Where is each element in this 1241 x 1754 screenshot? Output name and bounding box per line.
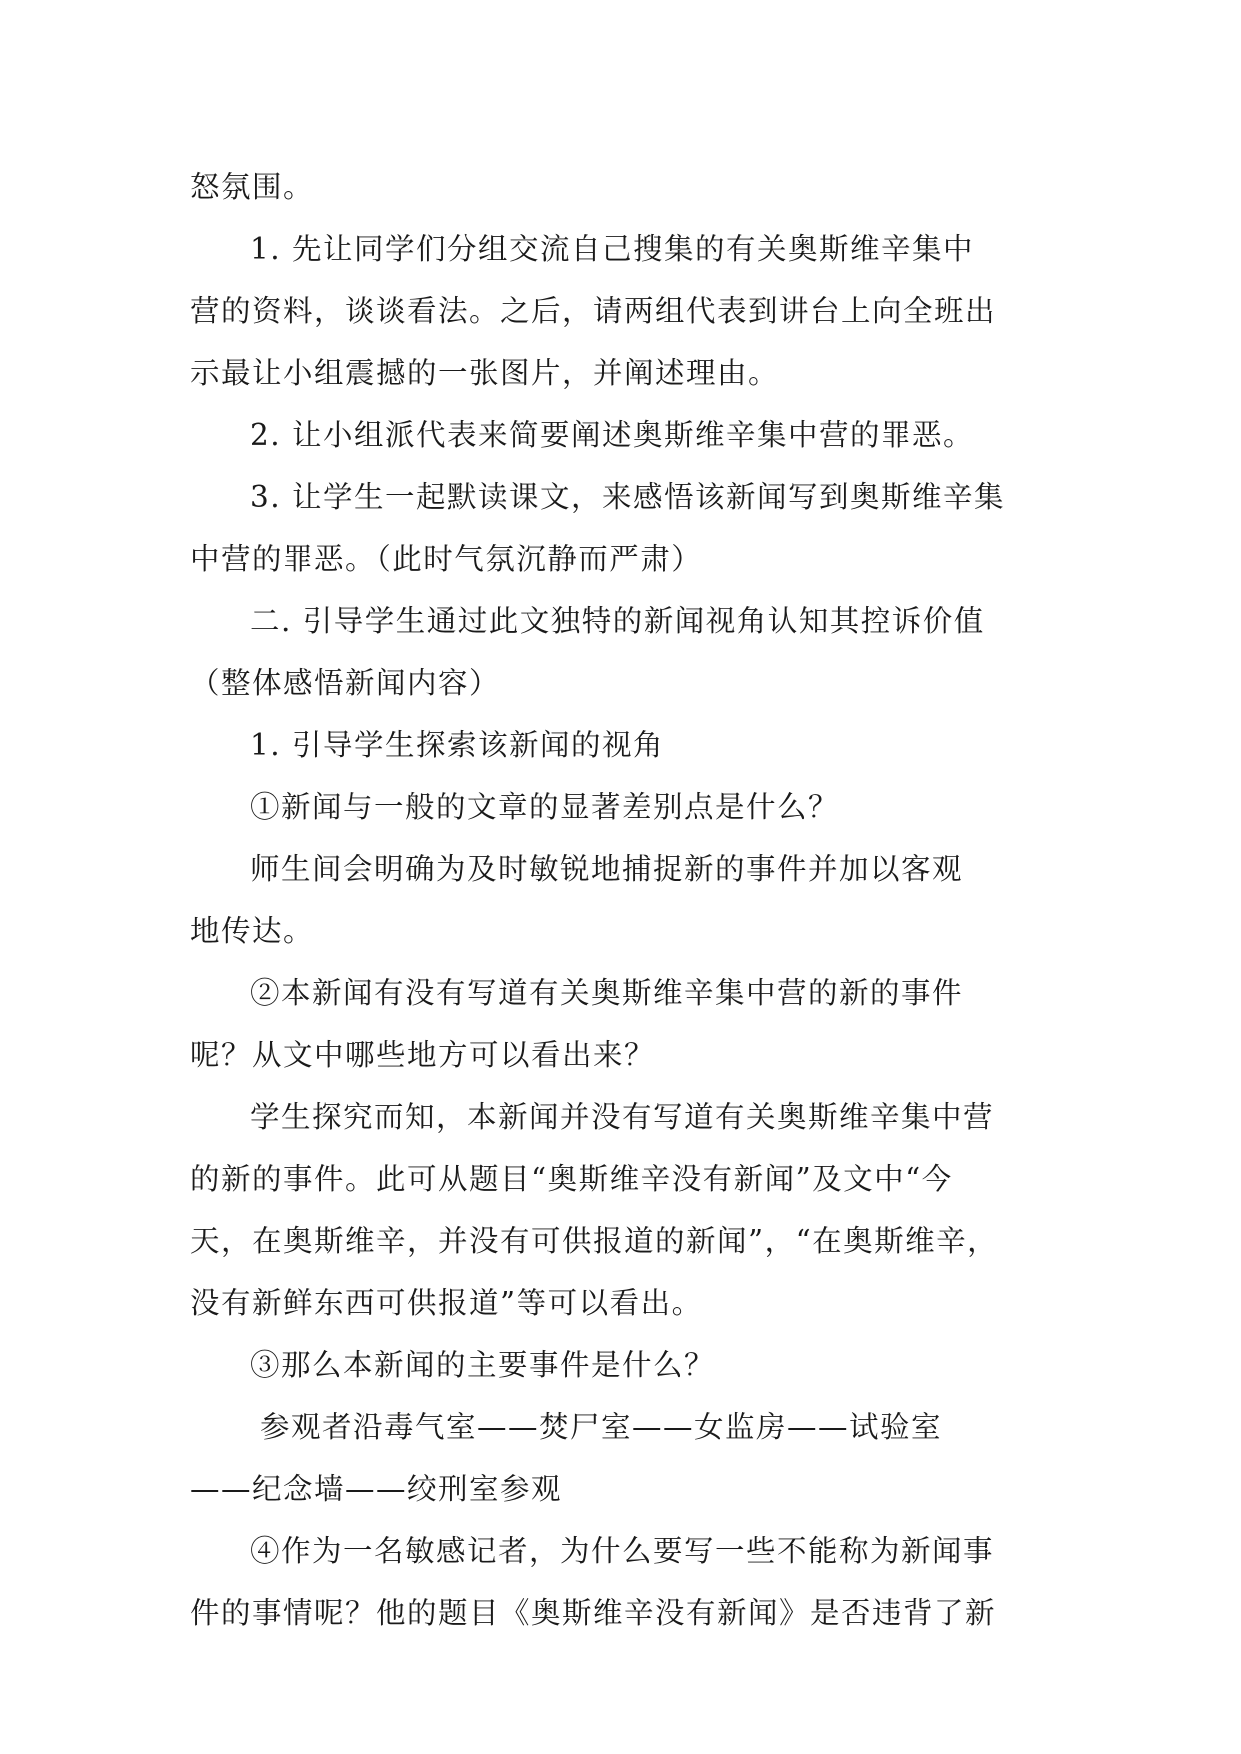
question-line: ③那么本新闻的主要事件是什么？	[250, 1348, 716, 1382]
text-line: 地传达。	[190, 914, 315, 948]
text-line: 营的资料，谈谈看法。之后，请两组代表到讲台上向全班出	[190, 294, 997, 328]
text-line: 参观者沿毒气室——焚尸室——女监房——试验室	[260, 1410, 943, 1444]
sub-heading: 1. 引导学生探索该新闻的视角	[250, 728, 665, 762]
text-line: 中营的罪恶。（此时气氛沉静而严肃）	[190, 542, 703, 576]
text-line: 天，在奥斯维辛，并没有可供报道的新闻”，“在奥斯维辛，	[190, 1224, 999, 1258]
question-line: ②本新闻有没有写道有关奥斯维辛集中营的新的事件	[250, 976, 964, 1010]
text-line: 1. 先让同学们分组交流自己搜集的有关奥斯维辛集中	[250, 232, 975, 266]
text-line: （整体感悟新闻内容）	[190, 666, 501, 700]
section-heading: 二. 引导学生通过此文独特的新闻视角认知其控诉价值	[250, 604, 985, 638]
body-text	[190, 156, 1062, 1644]
text-line: 师生间会明确为及时敏锐地捕捉新的事件并加以客观	[250, 852, 964, 886]
text-line: 件的事情呢？他的题目《奥斯维辛没有新闻》是否违背了新	[190, 1596, 997, 1630]
text-line: 的新的事件。此可从题目“奥斯维辛没有新闻”及文中“今	[190, 1162, 953, 1196]
question-line: ①新闻与一般的文章的显著差别点是什么？	[250, 790, 840, 824]
question-line: ④作为一名敏感记者，为什么要写一些不能称为新闻事	[250, 1534, 995, 1568]
text-line: 没有新鲜东西可供报道”等可以看出。	[190, 1286, 703, 1320]
text-line: 示最让小组震撼的一张图片，并阐述理由。	[190, 356, 780, 390]
text-line: 2. 让小组派代表来简要阐述奥斯维辛集中营的罪恶。	[250, 418, 975, 452]
text-line: 呢？从文中哪些地方可以看出来？	[190, 1038, 656, 1072]
text-line: 学生探究而知，本新闻并没有写道有关奥斯维辛集中营	[250, 1100, 995, 1134]
text-line: 3. 让学生一起默读课文，来感悟该新闻写到奥斯维辛集	[250, 480, 1006, 514]
text-line: ——纪念墙——绞刑室参观	[190, 1472, 563, 1506]
text-line: 怒氛围。	[190, 170, 315, 204]
